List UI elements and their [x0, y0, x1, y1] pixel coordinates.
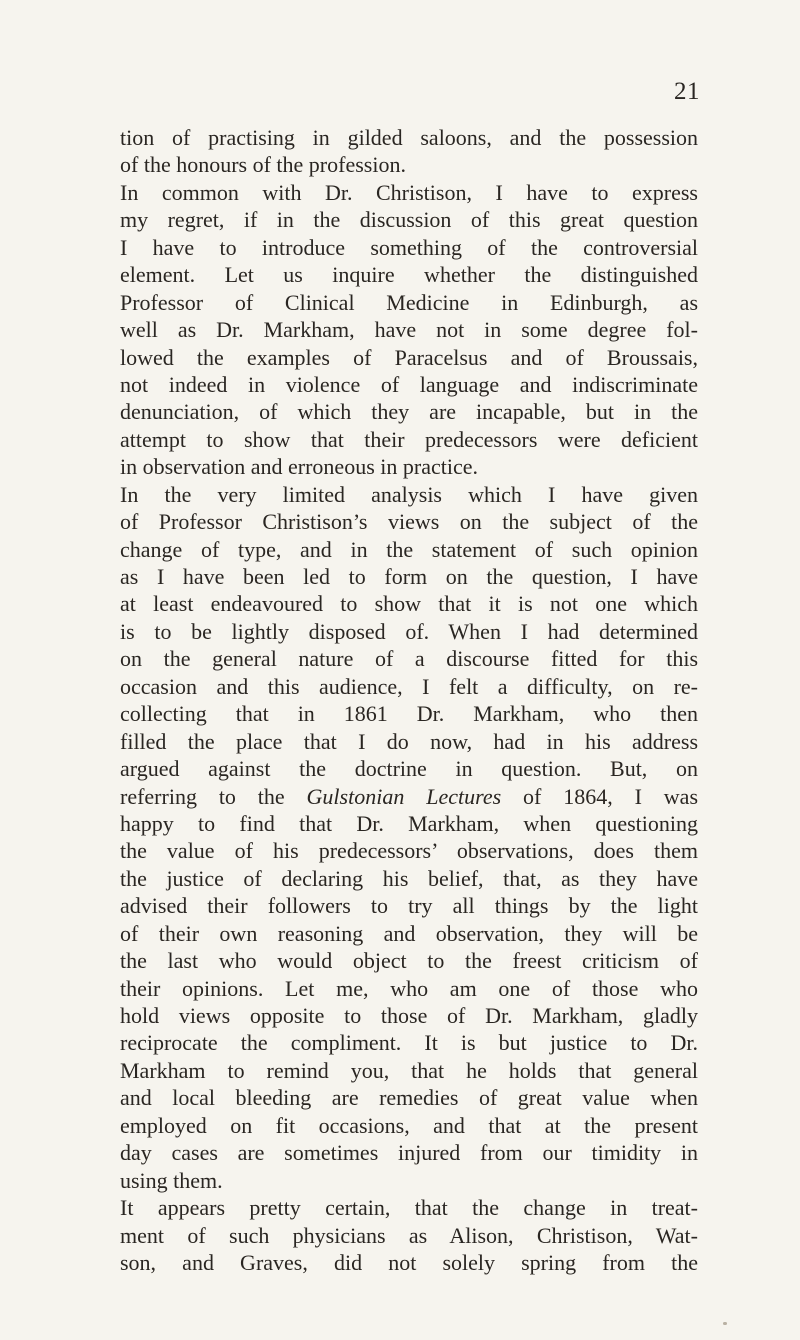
- paper-speck: [723, 1322, 727, 1325]
- text-line: Markham to remind you, that he holds that general: [120, 1057, 698, 1083]
- text-line: Professor of Clinical Medicine in Edinburgh, as: [120, 289, 698, 315]
- text-line: the last who would object to the freest criticism of: [120, 948, 698, 974]
- text-line: son, and Graves, did not solely spring from the: [120, 1249, 698, 1275]
- text-line: as I have been led to form on the question, I have: [120, 564, 698, 589]
- text-line: filled the place that I do now, had in his address: [120, 728, 698, 754]
- text-line: the justice of declaring his belief, that, as they have: [120, 865, 698, 891]
- body-text: [120, 124, 698, 1276]
- text-line: tion of practising in gilded saloons, and the possession: [120, 125, 698, 150]
- text-line: day cases are sometimes injured from our timidity in: [120, 1140, 698, 1166]
- text-line: of Professor Christison’s views on the subject of the: [120, 509, 698, 535]
- text-line: lowed the examples of Paracelsus and of Broussais,: [120, 344, 698, 370]
- text-line: argued against the doctrine in question. But, on: [120, 756, 698, 782]
- text-line: attempt to show that their predecessors were deficient: [120, 426, 698, 452]
- text-line: is to be lightly disposed of. When I had determined: [120, 618, 698, 644]
- text-line: ment of such physicians as Alison, Christison, Wat-: [120, 1222, 698, 1248]
- text-line: reciprocate the compliment. It is but justice to Dr.: [120, 1030, 698, 1056]
- text-line: I have to introduce something of the controversial: [120, 234, 698, 260]
- text-line: advised their followers to try all things by the light: [120, 893, 698, 919]
- text-line: of their own reasoning and observation, they will be: [120, 920, 698, 946]
- text-line: collecting that in 1861 Dr. Markham, who then: [120, 701, 698, 727]
- text-line: It appears pretty certain, that the change in treat-: [120, 1195, 698, 1221]
- text-line: my regret, if in the discussion of this great question: [120, 207, 698, 233]
- text-line: in observation and erroneous in practice.: [120, 454, 478, 480]
- text-line: hold views opposite to those of Dr. Markham, gladly: [120, 1003, 698, 1028]
- text-line: In the very limited analysis which I have given: [120, 481, 698, 507]
- text-line: on the general nature of a discourse fitted for this: [120, 646, 698, 672]
- text-line: [120, 783, 698, 810]
- text-line: happy to find that Dr. Markham, when questioning: [120, 810, 698, 836]
- text-line: using them.: [120, 1167, 223, 1193]
- text-line: not indeed in violence of language and indiscriminate: [120, 371, 698, 397]
- text-line: their opinions. Let me, who am one of those who: [120, 975, 698, 1001]
- text-line: and local bleeding are remedies of great value when: [120, 1085, 698, 1111]
- text-line: In common with Dr. Christison, I have to express: [120, 179, 698, 205]
- page-number: 21: [674, 78, 700, 105]
- text-line: change of type, and in the statement of such opinion: [120, 536, 698, 562]
- text-line: occasion and this audience, I felt a difficulty, on re-: [120, 673, 698, 699]
- text-line: of the honours of the profession.: [120, 152, 406, 178]
- text-segment: referring to the: [120, 783, 307, 809]
- italic-title: Gulstonian Lectures: [306, 783, 502, 809]
- text-line: at least endeavoured to show that it is not one which: [120, 591, 698, 617]
- text-segment: of 1864, I was: [501, 783, 698, 809]
- text-line: element. Let us inquire whether the distinguished: [120, 262, 698, 288]
- text-line: employed on fit occasions, and that at the present: [120, 1112, 698, 1138]
- text-line: well as Dr. Markham, have not in some degree fol-: [120, 317, 698, 343]
- text-line: denunciation, of which they are incapable, but in the: [120, 399, 698, 425]
- text-line: the value of his predecessors’ observations, does them: [120, 838, 698, 864]
